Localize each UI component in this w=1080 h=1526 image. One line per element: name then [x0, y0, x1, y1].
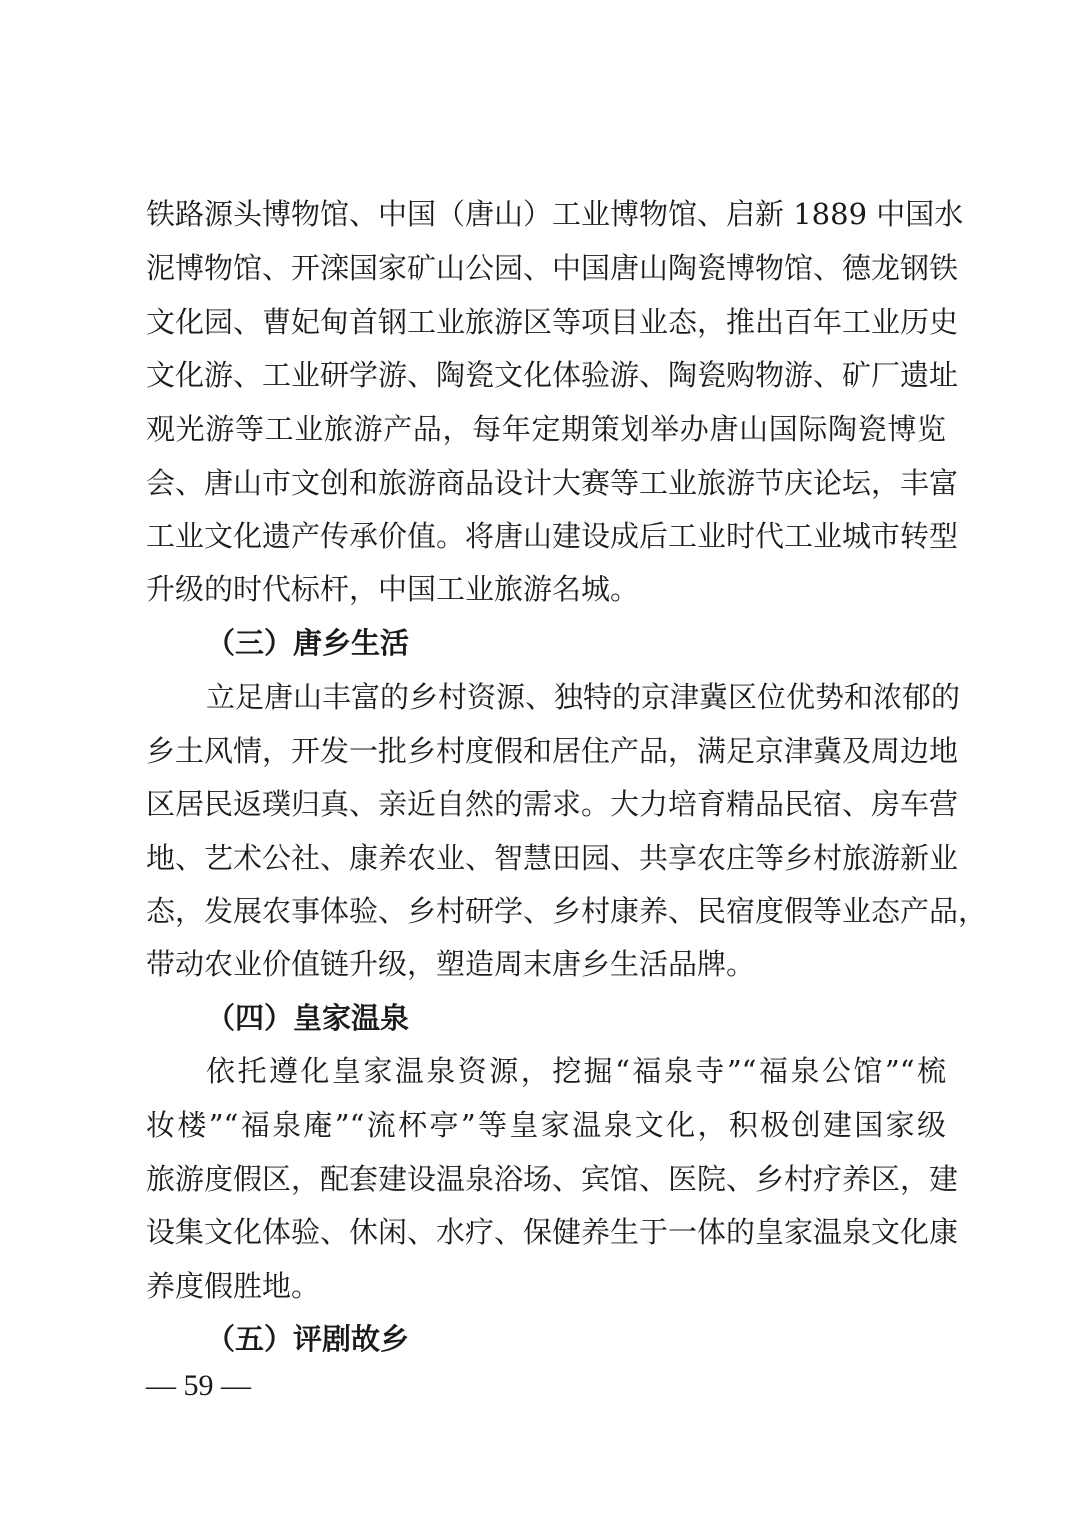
paragraph-3-line: 养度假胜地。	[146, 1269, 321, 1303]
paragraph-1-line: 铁路源头博物馆、中国（唐山）工业博物馆、启新 1889 中国水	[146, 197, 964, 231]
paragraph-2-line: 地、艺术公社、康养农业、智慧田园、共享农庄等乡村旅游新业	[146, 841, 959, 875]
page-number: — 59 —	[146, 1369, 251, 1402]
paragraph-3-line: 旅游度假区，配套建设温泉浴场、宾馆、医院、乡村疗养区，建	[146, 1162, 959, 1196]
section-heading-4: （四）皇家温泉	[206, 1001, 410, 1035]
section-heading-3: （三）唐乡生活	[206, 626, 410, 660]
paragraph-3-line: 设集文化体验、休闲、水疗、保健养生于一体的皇家温泉文化康	[146, 1215, 959, 1249]
section-heading-5: （五）评剧故乡	[206, 1322, 410, 1356]
paragraph-2-line: 带动农业价值链升级，塑造周末唐乡生活品牌。	[146, 947, 756, 981]
paragraph-2-line: 立足唐山丰富的乡村资源、独特的京津冀区位优势和浓郁的	[206, 680, 961, 714]
paragraph-1-line: 文化园、曹妃甸首钢工业旅游区等项目业态，推出百年工业历史	[146, 305, 959, 339]
paragraph-2-line: 区居民返璞归真、亲近自然的需求。大力培育精品民宿、房车营	[146, 787, 959, 821]
paragraph-1-line: 会、唐山市文创和旅游商品设计大赛等工业旅游节庆论坛，丰富	[146, 466, 959, 500]
paragraph-1-line: 泥博物馆、开滦国家矿山公园、中国唐山陶瓷博物馆、德龙钢铁	[146, 251, 959, 285]
paragraph-2-line: 乡土风情，开发一批乡村度假和居住产品，满足京津冀及周边地	[146, 734, 959, 768]
paragraph-3-line: 妆楼”“福泉庵”“流杯亭”等皇家温泉文化，积极创建国家级	[146, 1108, 946, 1142]
paragraph-1-line: 工业文化遗产传承价值。将唐山建设成后工业时代工业城市转型	[146, 519, 959, 553]
paragraph-1-line: 升级的时代标杆，中国工业旅游名城。	[146, 572, 640, 606]
paragraph-3-line: 依托遵化皇家温泉资源，挖掘“福泉寺”“福泉公馆”“梳	[206, 1054, 946, 1088]
paragraph-2-line: 态，发展农事体验、乡村研学、乡村康养、民宿度假等业态产品，	[146, 894, 988, 928]
paragraph-1-line: 观光游等工业旅游产品，每年定期策划举办唐山国际陶瓷博览	[146, 412, 946, 446]
paragraph-1-line: 文化游、工业研学游、陶瓷文化体验游、陶瓷购物游、矿厂遗址	[146, 358, 959, 392]
